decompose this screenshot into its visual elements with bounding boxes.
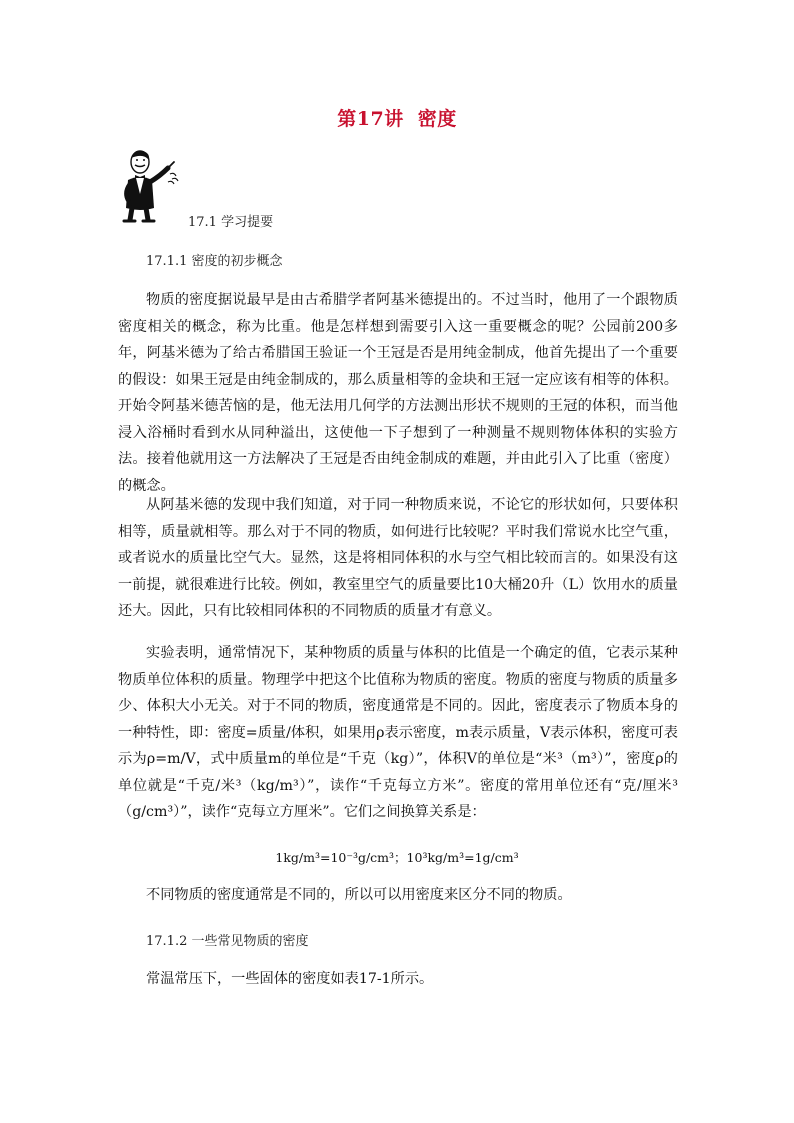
lesson-topic: 密度: [417, 108, 457, 130]
page-title: [0, 104, 794, 131]
paragraph-table-intro: 常温常压下，一些固体的密度如表17-1所示。: [146, 971, 434, 987]
unit-conversion-formula: 1kg/m³=10⁻³g/cm³；10³kg/m³=1g/cm³: [275, 850, 519, 865]
section-heading-17-1-1: 17.1.1 密度的初步概念: [146, 254, 283, 269]
paragraph-distinguish: 不同物质的密度通常是不同的，所以可以用密度来区分不同的物质。: [146, 887, 572, 903]
section-heading-17-1: 17.1 学习提要: [188, 215, 274, 230]
paragraph-archimedes: 物质的密度据说最早是由古希腊学者阿基米德提出的。不过当时，他用了一个跟物质密度相关的概念，称为比重。他是怎样想到需要引入这一重要概念的呢？公园前200多年，阿基米德为了给古希腊国王验证一个王冠是否是用纯金制成，他首先提出了一个重要的假设：如果王冠是由纯金制成的，那么质量相等的金块和王冠一定应该有相等的体积。开始令阿基米德苦恼的是，他无法用几何学的方法测出形状不规则的王冠的体积，而当他浸入浴桶时看到水从同种溢出，这使他一下子想到了一种测量不规则物体体积的实验方法。接着他就用这一方法解决了王冠是否由纯金制成的难题，并由此引入了比重（密度）的概念。: [118, 292, 678, 494]
section-heading-17-1-2: 17.1.2 一些常见物质的密度: [146, 934, 309, 949]
paragraph-definition: 实验表明，通常情况下，某种物质的质量与体积的比值是一个确定的值，它表示某种物质单位体积的质量。物理学中把这个比值称为物质的密度。物质的密度与物质的质量多少、体积大小无关。对于不同的物质，密度通常是不同的。因此，密度表示了物质本身的一种特性，即：密度=质量/体积，如果用ρ表示密度，m表示质量，V表示体积，密度可表示为ρ=m/V，式中质量m的单位是“千克（kg）”，体积V的单位是“米³（m³）”，密度ρ的单位就是“千克/米³（kg/m³）”，读作“千克每立方米”。密度的常用单位还有“克/厘米³（g/cm³）”，读作“克每立方厘米”。它们之间换算关系是：: [118, 645, 678, 820]
cartoon-man-pointing-icon: [118, 146, 188, 224]
lesson-number: 第17讲: [337, 108, 404, 130]
paragraph-comparison: 从阿基米德的发现中我们知道，对于同一种物质来说，不论它的形状如何，只要体积相等，质量就相等。那么对于不同的物质，如何进行比较呢？平时我们常说水比空气重，或者说水的质量比空气大。显然，这是将相同体积的水与空气相比较而言的。如果没有这一前提，就很难进行比较。例如，教室里空气的质量要比10大桶20升（L）饮用水的质量还大。因此，只有比较相同体积的不同物质的质量才有意义。: [118, 497, 678, 619]
